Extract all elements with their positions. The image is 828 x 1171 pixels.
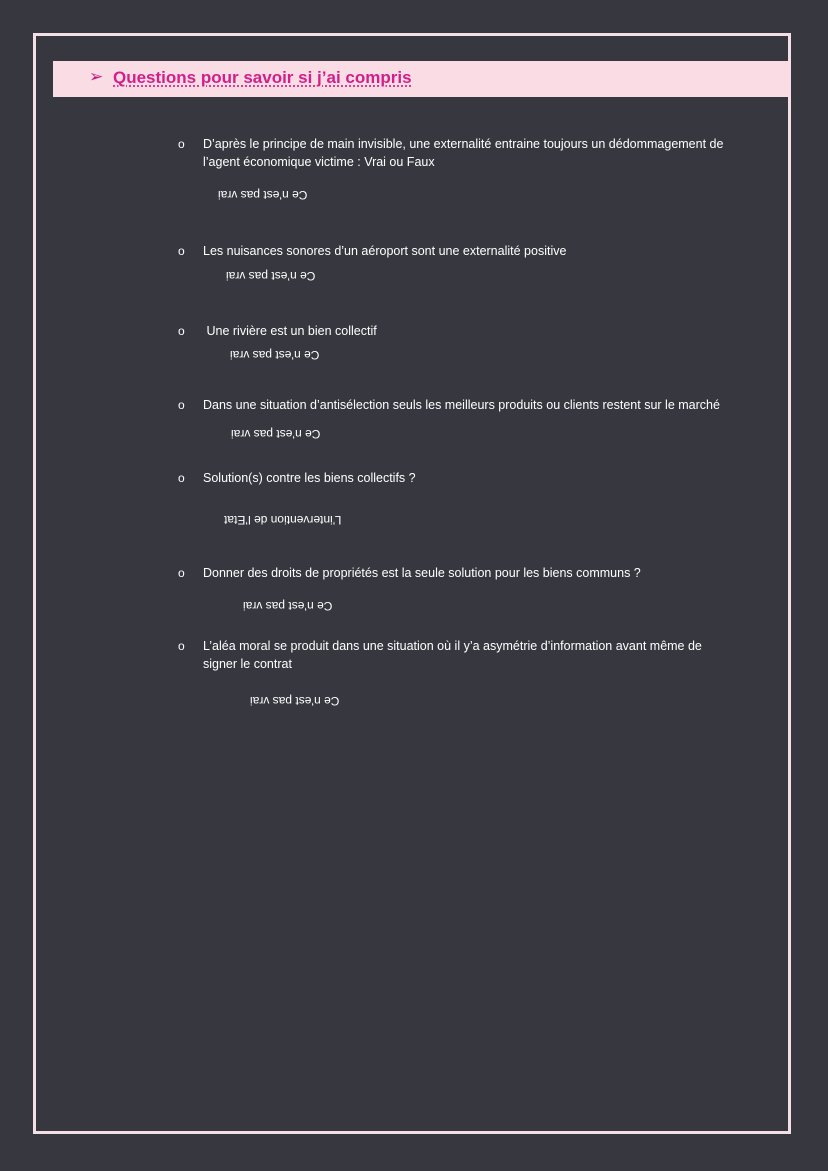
answer-text: Ce n’est pas vrai: [226, 269, 316, 283]
question-text: Solution(s) contre les biens collectifs ?: [203, 471, 416, 485]
answer-text: Ce n’est pas vrai: [230, 348, 320, 362]
answer-text: Ce n’est pas vrai: [231, 427, 321, 441]
question-text: Une rivière est un bien collectif: [203, 324, 377, 338]
answer-text: Ce n’est pas vrai: [250, 694, 340, 708]
answer-text: Ce n’est pas vrai: [218, 188, 308, 202]
answer-text: L’intervention de l’Etat: [224, 513, 342, 527]
circle-bullet-icon: o: [178, 244, 185, 258]
section-title: Questions pour savoir si j’ai compris: [113, 68, 412, 87]
question-text: L’aléa moral se produit dans une situation où il y’a asymétrie d’information avant même de signer le contrat: [203, 639, 702, 671]
circle-bullet-icon: o: [178, 471, 185, 485]
circle-bullet-icon: o: [178, 639, 185, 653]
circle-bullet-icon: o: [178, 566, 185, 580]
circle-bullet-icon: o: [178, 324, 185, 338]
section-header: [53, 61, 790, 97]
page-frame: [33, 33, 791, 1134]
arrow-bullet-icon: ➢: [89, 67, 104, 87]
circle-bullet-icon: o: [178, 137, 185, 151]
question-text: Donner des droits de propriétés est la seule solution pour les biens communs ?: [203, 566, 641, 580]
question-text: D’après le principe de main invisible, une externalité entraine toujours un dédommagement de l’agent économique victime : Vrai ou Faux: [203, 137, 724, 169]
circle-bullet-icon: o: [178, 398, 185, 412]
question-text: Les nuisances sonores d’un aéroport sont une externalité positive: [203, 244, 567, 258]
question-text: Dans une situation d’antisélection seuls les meilleurs produits ou clients restent sur le marché: [203, 398, 720, 412]
answer-text: Ce n’est pas vrai: [243, 599, 333, 613]
